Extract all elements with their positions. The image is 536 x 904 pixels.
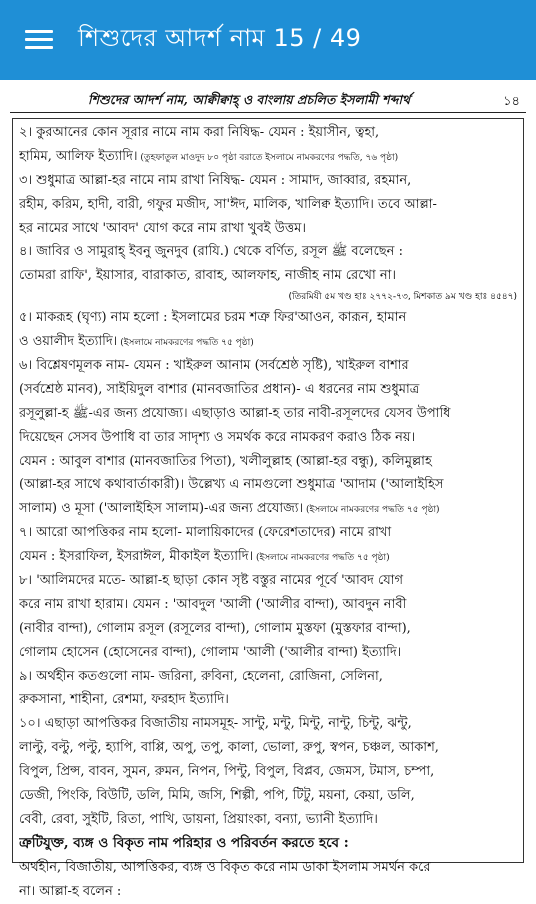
line-text: (নাবীর বান্দা), গোলাম রসূল (রসূলের বান্দা), গোলাম মুস্তফা (মুস্তফার বান্দা), [19, 620, 411, 636]
text-line [19, 688, 517, 712]
text-line [19, 264, 517, 288]
line-text: হর নামের সাথে 'আবদ' যোগ করে নাম রাখা খুবই উত্তম। [19, 220, 306, 236]
app-title: শিশুদের আদর্শ নাম 15 / 49 [78, 24, 362, 52]
running-header-title: শিশুদের আদর্শ নাম, আক্বীক্বাহ্‌ ও বাংলায় প্রচলিত ইসলামী শব্দার্থ [88, 92, 411, 107]
text-line [19, 450, 517, 474]
line-text: রুকসানা, শাহীনা, রেশমা, ফরহাদ ইত্যাদি। [19, 692, 229, 708]
reference-citation: (ইসলামে নামকরণের পদ্ধতি ৭৫ পৃষ্ঠা) [117, 338, 254, 349]
line-text: ৫। মাকরূহ (ঘৃণ্য) নাম হলো : ইসলামের চরম শত্রু ফির'আওন, কারূন, হামান [19, 310, 407, 326]
text-line [19, 217, 517, 241]
line-text: (আল্লা-হর সাথে কথাবার্তাকারী)। উল্লেখ্য এ নামগুলো শুধুমাত্র 'আদাম ('আলাইহিস [19, 477, 444, 493]
line-text: ৯। অর্থহীন কতগুলো নাম- জরিনা, রুবিনা, হেলেনা, রোজিনা, সেলিনা, [19, 668, 383, 684]
line-text: ৮। 'আলিমদের মতে- আল্লা-হ ছাড়া কোন সৃষ্ট বস্তুর নামের পূর্বে 'আবদ যোগ [19, 573, 404, 589]
text-line [19, 473, 517, 497]
line-text: তোমরা রাফি', ইয়াসার, বারাকাত, রাবাহ, আলফাহ, নাজীহ নাম রেখো না। [19, 268, 397, 284]
text-line [19, 306, 517, 330]
section-heading [19, 832, 517, 856]
text-line [19, 378, 517, 402]
text-line [19, 497, 517, 521]
text-line [19, 784, 517, 808]
text-line: (তিরমিযী ৫ম খণ্ড হাঃ ২৭৭২-৭৩, মিশকাত ৯ম খণ্ড হাঃ ৪৫৪৭) [288, 292, 517, 303]
line-text: ও ওয়ালীদ ইত্যাদি। [19, 334, 118, 350]
line-text: ৩। শুধুমাত্র আল্লা-হর নামে নাম রাখা নিষিদ্ধ- যেমন : সামাদ, জাব্বার, রহমান, [19, 172, 412, 188]
line-text: হামিম, আলিফ ইত্যাদি। [19, 148, 138, 164]
text-line [19, 736, 517, 760]
app-bar [0, 0, 536, 80]
line-text: ডেজী, পিংকি, বিউটি, ডলি, মিমি, জসি, শিল্পী, পপি, টিটু, ময়না, কেয়া, ডলি, [19, 788, 415, 804]
text-line [19, 593, 517, 617]
hamburger-menu-icon [25, 30, 53, 50]
page-header [10, 92, 526, 116]
line-text: ৭। আরো আপত্তিকর নাম হলো- মালায়িকাদের (ফেরেশতাদের) নামে রাখা [19, 525, 392, 541]
text-line [19, 856, 517, 880]
line-text: না। আল্লা-হ বলেন : [19, 883, 122, 899]
text-line [19, 569, 517, 593]
line-text: লাল্টু, বল্টু, পল্টু, হ্যাপি, বাপ্পি, অপু, তপু, কালা, ভোলা, রুপু, স্বপন, চঞ্চল, আকাশ, [19, 740, 439, 756]
text-line [19, 426, 517, 450]
line-text: যেমন : ইসরাফিল, ইসরাঈল, মীকাইল ইত্যাদি। [19, 549, 254, 565]
text-line [19, 169, 517, 193]
line-text: রসূলুল্লা-হ ﷺ-এর জন্য প্রযোজ্য। এছাড়াও আল্লা-হ তার নাবী-রসূলদের যেসব উপাধি [19, 405, 451, 421]
reference-citation: (ইসলামে নামকরণের পদ্ধতি ৭৫ পৃষ্ঠা) [303, 505, 440, 516]
text-line [19, 808, 517, 832]
text-line [19, 712, 517, 736]
line-text: রহীম, করিম, হাদী, বারী, গফুর মজীদ, সা'ঈদ, মালিক, খালিক্ব ইত্যাদি। তবে আল্লা- [19, 196, 437, 212]
text-line [19, 641, 517, 665]
page-content-box [12, 118, 524, 899]
menu-button[interactable] [0, 0, 78, 80]
line-text: বিপুল, প্রিন্স, বাবন, সুমন, রুমন, নিপন, পিন্টু, বিপুল, বিপ্লব, জেমস, টমাস, চম্পা, [19, 764, 435, 780]
page-number: ১৪ [503, 94, 520, 109]
text-line [19, 760, 517, 784]
text-line [19, 665, 517, 689]
text-line [19, 330, 517, 354]
reference-citation: (তুহফাতুল মাওদুদ ৮০ পৃষ্ঠা বরাতে ইসলামে নামকরণের পদ্ধতি, ৭৬ পৃষ্ঠা) [137, 152, 399, 163]
line-text: ১০। এছাড়া আপত্তিকর বিজাতীয় নামসমূহ- সান্টু, মন্টু, মিন্টু, নান্টু, চিন্টু, ঝন্টু, [19, 716, 412, 732]
text-line [19, 617, 517, 641]
line-text: দিয়েছেন সেসব উপাধি বা তার সাদৃশ্য ও সমর্থক করে নামকরণ করাও ঠিক নয়। [19, 429, 416, 445]
line-text: ৪। জাবির ও সামুরাহ্‌ ইবনু জুনদুব (রাযি.) থেকে বর্ণিত, রসূল ﷺ বলেছেন : [19, 244, 403, 260]
line-text: যেমন : আবুল বাশার (মানবজাতির পিতা), খলীলুল্লাহ (আল্লা-হর বন্ধু), কলিমুল্লাহ [19, 453, 432, 469]
text-line [19, 145, 517, 169]
text-line [19, 193, 517, 217]
text-line [19, 240, 517, 264]
line-text: অর্থহীন, বিজাতীয়, আপত্তিকর, ব্যঙ্গ ও বিকৃত করে নাম ডাকা ইসলাম সমর্থন করে [19, 859, 431, 875]
line-text: করে নাম রাখা হারাম। যেমন : 'আবদুল 'আলী ('আলীর বান্দা), আবদুন নাবী [19, 596, 407, 612]
text-line [19, 402, 517, 426]
line-text: ত্রুটিযুক্ত, ব্যঙ্গ ও বিকৃত নাম পরিহার ও পরিবর্তন করতে হবে : [19, 834, 349, 851]
header-divider [10, 112, 526, 113]
line-text: গোলাম হোসেন (হোসেনের বান্দা), গোলাম 'আলী ('আলীর বান্দা) ইত্যাদি। [19, 644, 402, 660]
line-text: (সর্বশ্রেষ্ঠ মানব), সাইয়িদুল বাশার (মানবজাতির প্রধান)- এ ধরনের নাম শুধুমাত্র [19, 381, 420, 397]
line-text: ৬। বিশ্লেষণমূলক নাম- যেমন : খাইরুল আনাম (সর্বশ্রেষ্ঠ সৃষ্টি), খাইরুল বাশার [19, 358, 409, 374]
text-line [19, 121, 517, 145]
text-line [19, 545, 517, 569]
line-text: বেবী, রেবা, সুইটি, রিতা, পাখি, ডায়না, প্রিয়াংকা, বন্যা, ভ্যানী ইত্যাদি। [19, 811, 378, 827]
book-page[interactable] [0, 80, 536, 900]
line-text: সালাম) ও মূসা ('আলাইহিস সালাম)-এর জন্য প্রযোজ্য। [19, 501, 304, 517]
text-line [19, 521, 517, 545]
text-line [19, 354, 517, 378]
line-text: ২। কুরআনের কোন সূরার নামে নাম করা নিষিদ্ধ- যেমন : ইয়াসীন, ত্বহা, [19, 125, 380, 140]
reference-citation: (ইসলামে নামকরণের পদ্ধতি ৭৫ পৃষ্ঠা) [253, 553, 390, 564]
